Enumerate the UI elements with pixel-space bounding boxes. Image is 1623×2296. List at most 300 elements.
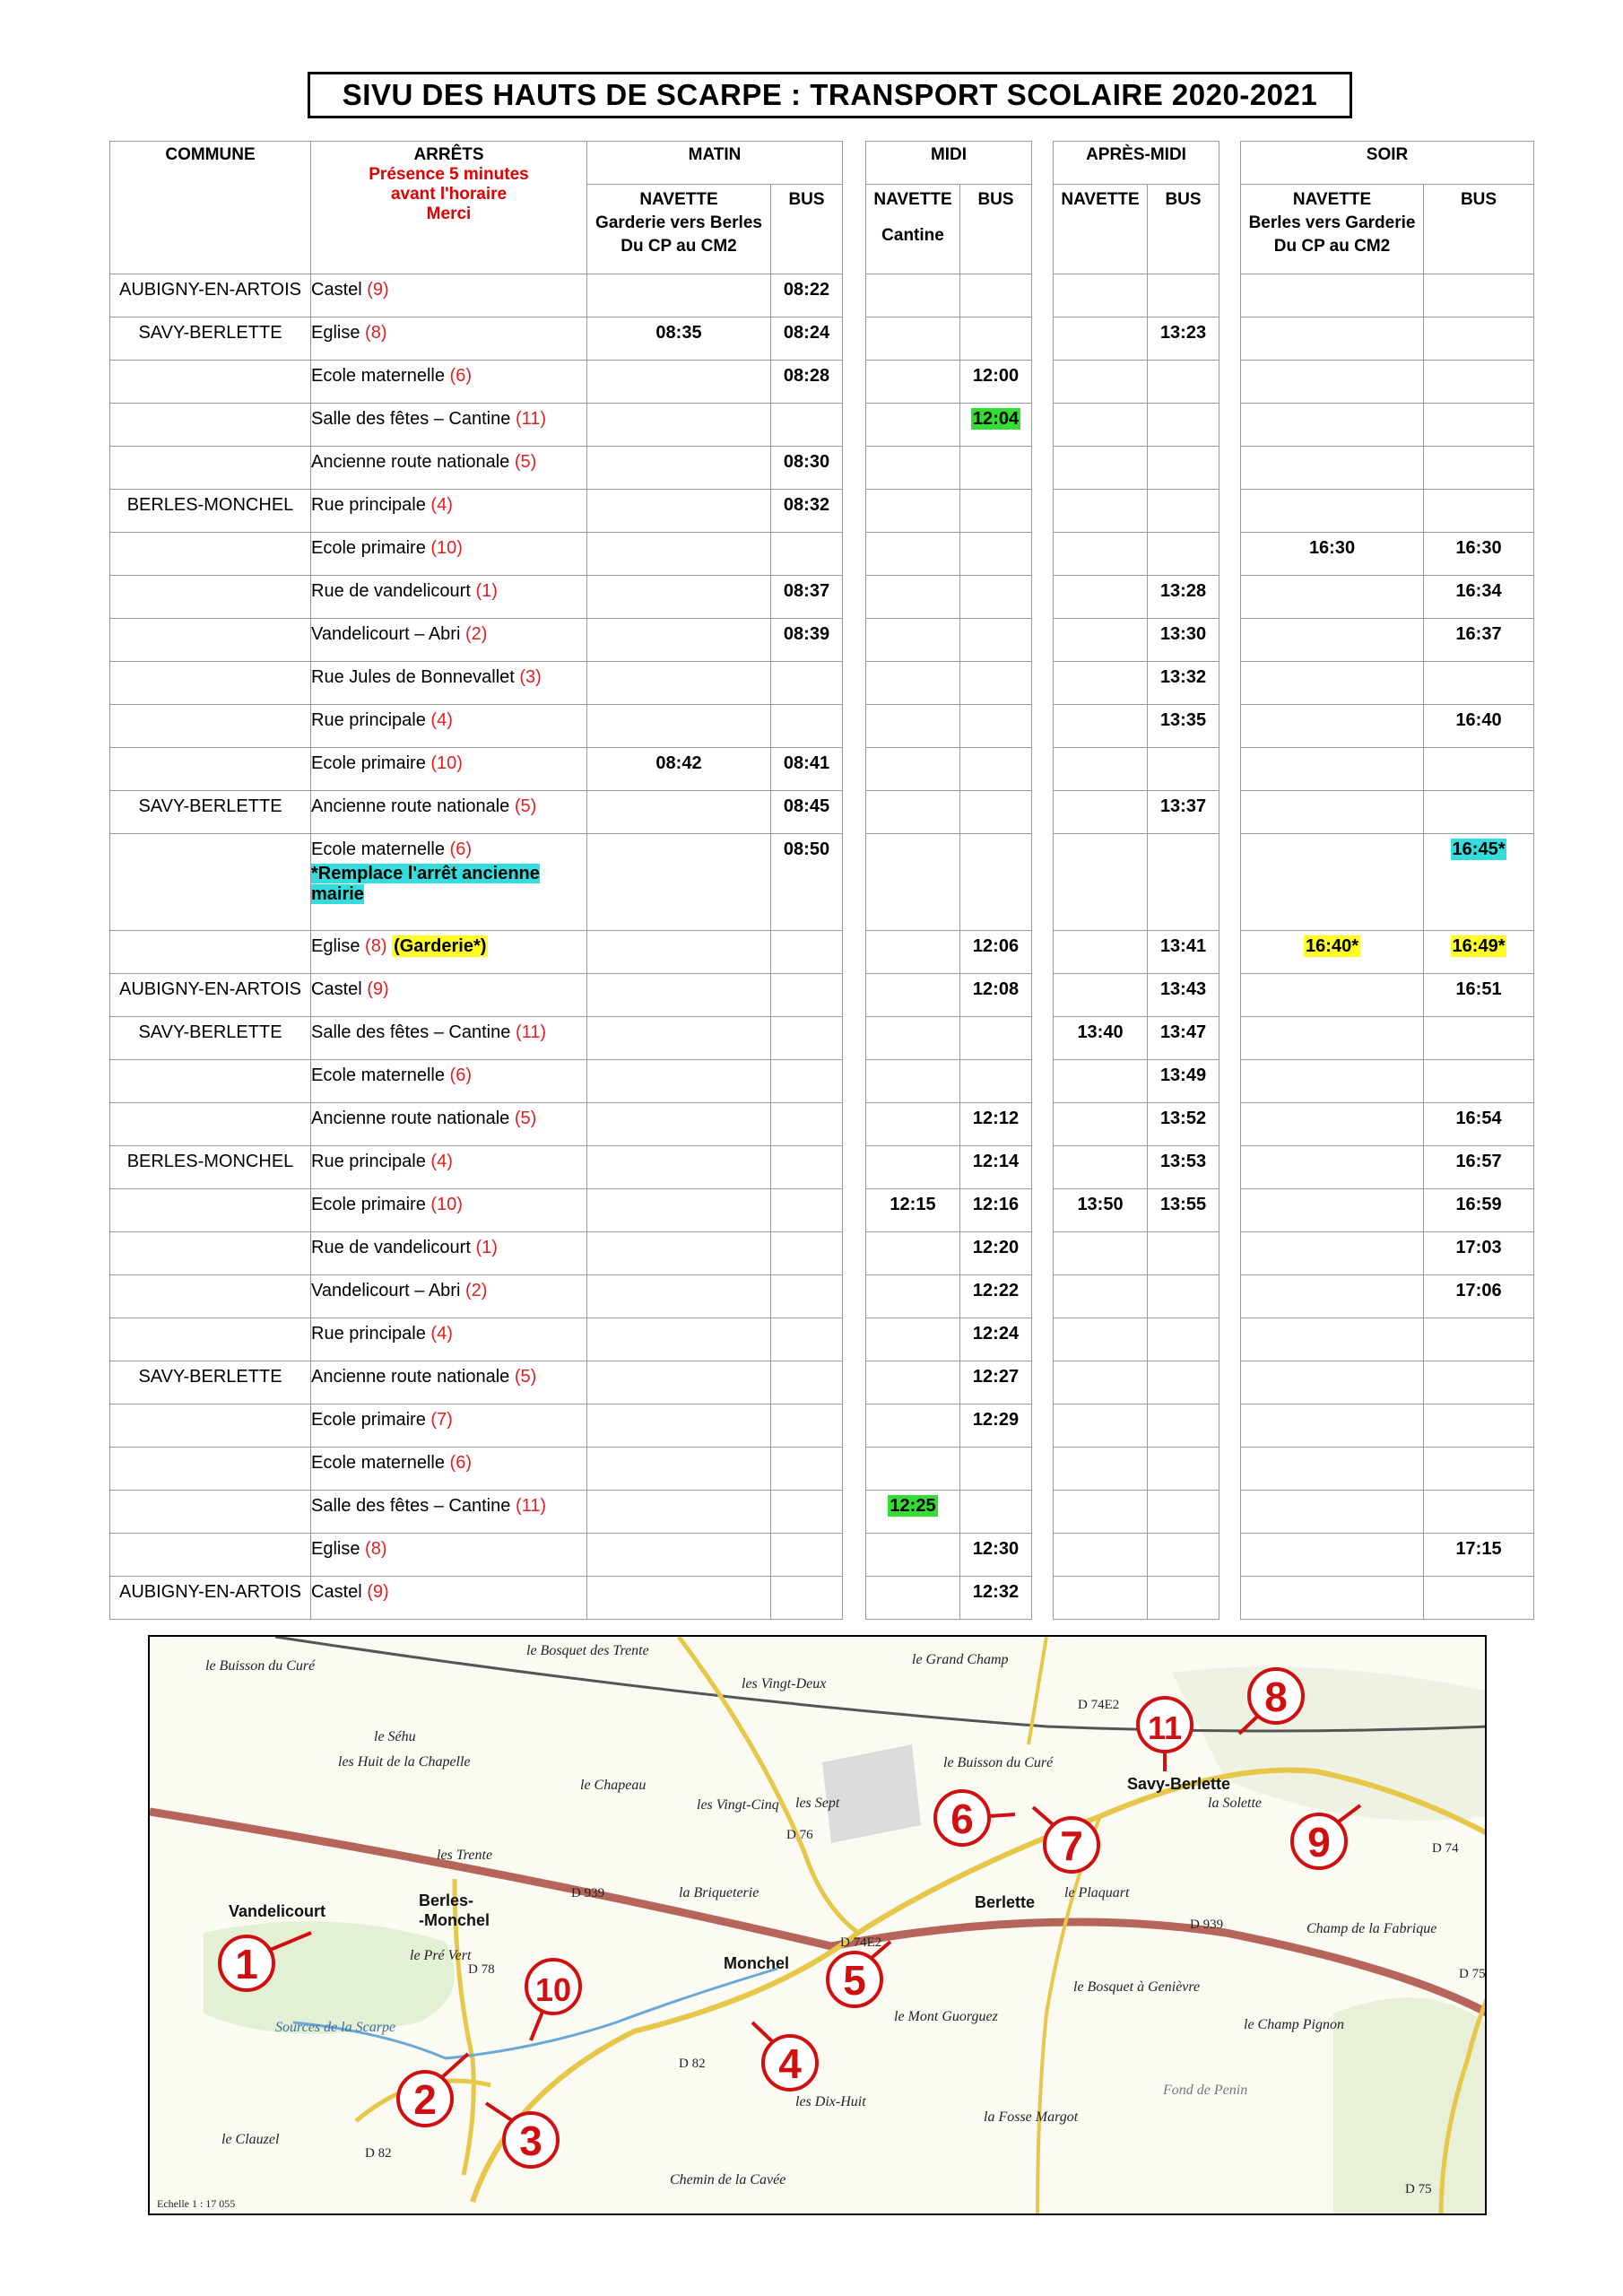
gap-cell [1032, 1491, 1054, 1534]
stop-cell [311, 1232, 587, 1275]
stop-cell [311, 1060, 587, 1103]
time-cell [1148, 1361, 1219, 1405]
time-value: 16:30 [1455, 538, 1502, 558]
stop-map-number: (3) [519, 667, 542, 687]
stop-cell [311, 1103, 587, 1146]
stop-cell [311, 1318, 587, 1361]
time-cell [1054, 705, 1148, 748]
time-cell [771, 791, 843, 834]
table-row [110, 1275, 1534, 1318]
time-cell [1054, 1448, 1148, 1491]
commune-cell [110, 1232, 311, 1275]
time-cell [771, 834, 843, 931]
time-cell [771, 274, 843, 317]
time-cell [771, 974, 843, 1017]
gap-cell [1219, 274, 1241, 317]
stop-cell [311, 834, 587, 931]
table-row [110, 705, 1534, 748]
time-cell [1424, 1232, 1534, 1275]
gap-cell [843, 931, 866, 974]
stop-name: Salle des fêtes – Cantine [311, 409, 511, 429]
stop-name: Eglise [311, 323, 360, 343]
time-value: 12:27 [972, 1367, 1020, 1387]
commune-cell [110, 533, 311, 576]
time-value: 08:35 [655, 323, 702, 343]
time-cell [960, 1491, 1032, 1534]
time-cell [1241, 791, 1424, 834]
time-cell [1424, 1491, 1534, 1534]
time-cell [866, 1491, 960, 1534]
time-cell [1148, 576, 1219, 619]
place-label: les Dix-Huit [795, 2094, 866, 2109]
place-label: le Bosquet à Genièvre [1073, 1979, 1201, 1995]
time-cell [1054, 1534, 1148, 1577]
time-cell [1148, 619, 1219, 662]
commune-cell: SAVY-BERLETTE [110, 1361, 311, 1405]
stop-map-number: (8) [365, 936, 387, 956]
time-cell [960, 576, 1032, 619]
place-label: le Grand Champ [912, 1652, 1009, 1667]
table-row [110, 274, 1534, 317]
gap-cell [1219, 1232, 1241, 1275]
stop-cell [311, 1448, 587, 1491]
time-cell [1148, 834, 1219, 931]
time-cell [1148, 533, 1219, 576]
place-label: les Vingt-Deux [742, 1676, 827, 1692]
gap-cell [1032, 317, 1054, 361]
time-cell [866, 361, 960, 404]
time-cell [960, 317, 1032, 361]
table-row [110, 619, 1534, 662]
gap-cell [1219, 1405, 1241, 1448]
gap-cell [1032, 1577, 1054, 1620]
time-cell [587, 619, 771, 662]
time-value: 16:49* [1452, 936, 1506, 956]
gap-cell [1032, 576, 1054, 619]
stop-map-number: (4) [430, 710, 453, 730]
time-cell [1148, 1189, 1219, 1232]
header-midi-navette: NAVETTE Cantine [866, 185, 960, 274]
stop-map-number: (5) [514, 452, 537, 472]
time-cell [587, 533, 771, 576]
table-row [110, 662, 1534, 705]
stop-map-number: (2) [464, 1281, 488, 1300]
time-cell [1241, 1577, 1424, 1620]
place-label: le Clauzel [221, 2132, 280, 2147]
time-cell [1054, 1232, 1148, 1275]
time-cell [1241, 1491, 1424, 1534]
time-cell [771, 404, 843, 447]
time-cell [866, 576, 960, 619]
place-label: Chemin de la Cavée [670, 2172, 786, 2187]
commune-cell [110, 404, 311, 447]
gap-cell [843, 1232, 866, 1275]
time-cell [1241, 1146, 1424, 1189]
time-value: 08:30 [783, 452, 830, 472]
time-cell [866, 1448, 960, 1491]
commune-cell [110, 1275, 311, 1318]
table-row [110, 490, 1534, 533]
table-row [110, 1491, 1534, 1534]
stop-name: Vandelicourt – Abri [311, 624, 461, 644]
stop-cell [311, 404, 587, 447]
time-cell [1148, 1448, 1219, 1491]
gap-cell [1032, 1017, 1054, 1060]
time-cell [587, 1060, 771, 1103]
time-cell [1241, 1103, 1424, 1146]
road-label: D 76 [786, 1828, 813, 1842]
time-cell [1424, 1060, 1534, 1103]
time-cell [1054, 1318, 1148, 1361]
commune-cell: SAVY-BERLETTE [110, 317, 311, 361]
time-value: 16:30 [1308, 538, 1356, 558]
stop-map-number: (9) [367, 979, 389, 999]
time-cell [1241, 1017, 1424, 1060]
commune-cell [110, 931, 311, 974]
time-cell [1054, 1103, 1148, 1146]
commune-cell [110, 576, 311, 619]
time-cell [960, 834, 1032, 931]
gap-cell [1032, 931, 1054, 974]
time-cell [587, 1275, 771, 1318]
stop-map-number: (6) [449, 1453, 472, 1473]
time-cell [960, 1275, 1032, 1318]
stop-map-number: (1) [475, 1238, 498, 1257]
time-value: 13:55 [1159, 1195, 1207, 1214]
stop-name: Salle des fêtes – Cantine [311, 1496, 511, 1516]
table-row [110, 1060, 1534, 1103]
time-cell [771, 1060, 843, 1103]
stop-cell [311, 662, 587, 705]
gap-cell [843, 1275, 866, 1318]
time-value: 13:23 [1159, 323, 1207, 343]
gap-cell [1219, 834, 1241, 931]
table-row [110, 974, 1534, 1017]
stop-name: Ecole primaire [311, 753, 426, 773]
stop-map-number: (11) [515, 1022, 547, 1042]
time-value: 17:06 [1455, 1281, 1502, 1300]
time-value: 08:42 [655, 753, 702, 773]
time-cell [587, 1017, 771, 1060]
stop-cell [311, 931, 587, 974]
time-value: 12:12 [972, 1109, 1020, 1128]
stop-name: Ancienne route nationale [311, 1109, 510, 1128]
time-cell [587, 748, 771, 791]
time-cell [771, 490, 843, 533]
stop-name: Ecole maternelle [311, 839, 445, 859]
time-cell [960, 791, 1032, 834]
time-cell [1148, 404, 1219, 447]
time-cell [960, 1232, 1032, 1275]
schedule-table [109, 141, 1534, 1620]
time-cell [1241, 490, 1424, 533]
table-row [110, 1448, 1534, 1491]
header-matin-bus: BUS [771, 185, 843, 274]
gap-cell [1219, 576, 1241, 619]
gap-cell [1219, 447, 1241, 490]
table-row [110, 576, 1534, 619]
time-cell [771, 576, 843, 619]
header-apresmidi-bus: BUS [1148, 185, 1219, 274]
stop-name: Rue principale [311, 710, 426, 730]
table-row [110, 317, 1534, 361]
gap-cell [1219, 1534, 1241, 1577]
time-cell [1241, 974, 1424, 1017]
time-cell [1241, 447, 1424, 490]
time-cell [1241, 748, 1424, 791]
time-cell [771, 533, 843, 576]
gap-cell [843, 619, 866, 662]
gap-cell [1219, 1146, 1241, 1189]
time-cell [1241, 1405, 1424, 1448]
gap-cell [1219, 791, 1241, 834]
gap-cell [1032, 974, 1054, 1017]
gap-cell [843, 1060, 866, 1103]
gap-cell [1219, 361, 1241, 404]
time-cell [866, 619, 960, 662]
time-value: 13:53 [1159, 1152, 1207, 1171]
table-row [110, 791, 1534, 834]
place-label: le Buisson du Curé [205, 1658, 316, 1674]
time-cell [1424, 274, 1534, 317]
gap-cell [843, 142, 866, 274]
svg-text:7: 7 [1060, 1822, 1083, 1869]
stop-map-number: (8) [365, 323, 387, 343]
gap-cell [1219, 404, 1241, 447]
stop-map-number: (8) [365, 1539, 387, 1559]
road-label: D 75 [1459, 1967, 1486, 1981]
time-cell [1241, 1534, 1424, 1577]
time-cell [960, 447, 1032, 490]
time-cell [771, 705, 843, 748]
header-matin: MATIN [587, 142, 843, 185]
gap-cell [843, 1534, 866, 1577]
gap-cell [1219, 1060, 1241, 1103]
time-cell [771, 1189, 843, 1232]
table-row [110, 404, 1534, 447]
time-value: 12:22 [972, 1281, 1020, 1300]
time-cell [1424, 447, 1534, 490]
gap-cell [843, 834, 866, 931]
commune-cell [110, 1405, 311, 1448]
time-cell [1148, 974, 1219, 1017]
time-value: 13:47 [1159, 1022, 1207, 1042]
table-row [110, 748, 1534, 791]
time-cell [866, 1232, 960, 1275]
table-row [110, 1577, 1534, 1620]
arrets-note-1: Présence 5 minutes [369, 165, 529, 184]
gap-cell [1032, 662, 1054, 705]
gap-cell [1219, 748, 1241, 791]
time-cell [771, 748, 843, 791]
stop-cell [311, 1189, 587, 1232]
stop-name: Rue de vandelicourt [311, 581, 471, 601]
time-cell [1054, 361, 1148, 404]
gap-cell [1219, 662, 1241, 705]
gap-cell [1219, 1189, 1241, 1232]
time-cell [771, 1318, 843, 1361]
time-cell [1148, 1060, 1219, 1103]
time-cell [866, 1534, 960, 1577]
commune-cell: AUBIGNY-EN-ARTOIS [110, 1577, 311, 1620]
time-value: 16:40* [1306, 936, 1358, 956]
time-cell [1424, 1448, 1534, 1491]
stop-cell [311, 576, 587, 619]
stop-name: Castel [311, 979, 362, 999]
time-cell [960, 1103, 1032, 1146]
time-cell [771, 1103, 843, 1146]
page-title: SIVU DES HAUTS DE SCARPE : TRANSPORT SCOLAIRE 2020-2021 [308, 72, 1352, 118]
time-cell [771, 361, 843, 404]
garderie-note: (Garderie*) [394, 936, 487, 956]
time-cell [771, 1017, 843, 1060]
map-scale: Echelle 1 : 17 055 [157, 2197, 236, 2210]
stop-map-number: (6) [449, 1065, 472, 1085]
stop-name: Ancienne route nationale [311, 1367, 510, 1387]
town-label: Berlette [975, 1893, 1036, 1911]
time-cell [866, 1361, 960, 1405]
place-label: le Mont Guorguez [894, 2009, 998, 2024]
gap-cell [1032, 1275, 1054, 1318]
time-value: 08:39 [783, 624, 830, 644]
time-cell [587, 1491, 771, 1534]
gap-cell [1219, 974, 1241, 1017]
table-row [110, 533, 1534, 576]
commune-cell: AUBIGNY-EN-ARTOIS [110, 974, 311, 1017]
time-cell [1148, 274, 1219, 317]
gap-cell [843, 1189, 866, 1232]
time-cell [866, 317, 960, 361]
time-cell [866, 490, 960, 533]
time-value: 12:14 [972, 1152, 1020, 1171]
time-cell [1424, 576, 1534, 619]
gap-cell [1032, 490, 1054, 533]
road-label: D 939 [571, 1886, 605, 1900]
time-cell [1054, 791, 1148, 834]
stop-cell [311, 447, 587, 490]
time-value: 13:32 [1159, 667, 1207, 687]
gap-cell [843, 748, 866, 791]
time-cell [960, 1017, 1032, 1060]
stop-name: Eglise [311, 936, 360, 956]
time-cell [1148, 931, 1219, 974]
header-commune: COMMUNE [110, 142, 311, 274]
time-cell [1148, 317, 1219, 361]
time-cell [960, 619, 1032, 662]
time-cell [1054, 748, 1148, 791]
time-cell [1241, 1361, 1424, 1405]
time-cell [1424, 1103, 1534, 1146]
time-cell [960, 490, 1032, 533]
time-cell [771, 662, 843, 705]
time-cell [866, 705, 960, 748]
time-cell [1424, 490, 1534, 533]
road-label: D 74E2 [840, 1935, 882, 1950]
time-value: 08:22 [783, 280, 830, 300]
stop-cell [311, 974, 587, 1017]
town-label: Savy-Berlette [1127, 1775, 1231, 1793]
gap-cell [1219, 317, 1241, 361]
stop-name: Ancienne route nationale [311, 452, 510, 472]
table-row [110, 1318, 1534, 1361]
time-cell [587, 1146, 771, 1189]
time-cell [1054, 1060, 1148, 1103]
stop-name: Ecole maternelle [311, 1453, 445, 1473]
town-label: Vandelicourt [229, 1902, 326, 1920]
time-cell [587, 1577, 771, 1620]
stop-map-number: (1) [475, 581, 498, 601]
time-value: 13:30 [1159, 624, 1207, 644]
time-value: 08:50 [783, 839, 830, 859]
time-value: 16:45* [1452, 839, 1506, 859]
time-value: 08:45 [783, 796, 830, 816]
gap-cell [1219, 1491, 1241, 1534]
commune-cell: SAVY-BERLETTE [110, 791, 311, 834]
time-cell [1424, 931, 1534, 974]
time-value: 12:06 [972, 936, 1020, 956]
stop-name: Salle des fêtes – Cantine [311, 1022, 511, 1042]
gap-cell [1032, 404, 1054, 447]
time-value: 13:35 [1159, 710, 1207, 730]
time-cell [1054, 447, 1148, 490]
time-cell [1054, 834, 1148, 931]
time-cell [960, 748, 1032, 791]
time-cell [1424, 1577, 1534, 1620]
time-cell [771, 1534, 843, 1577]
time-cell [1148, 490, 1219, 533]
time-cell [587, 361, 771, 404]
commune-cell [110, 1534, 311, 1577]
gap-cell [1219, 490, 1241, 533]
gap-cell [1032, 1146, 1054, 1189]
time-value: 12:24 [972, 1324, 1020, 1344]
stop-cell [311, 1017, 587, 1060]
time-cell [1241, 662, 1424, 705]
time-value: 12:04 [972, 409, 1020, 429]
stop-cell [311, 748, 587, 791]
stop-cell [311, 317, 587, 361]
gap-cell [1032, 1318, 1054, 1361]
gap-cell [843, 1448, 866, 1491]
gap-cell [843, 533, 866, 576]
gap-cell [1219, 142, 1241, 274]
time-value: 13:28 [1159, 581, 1207, 601]
gap-cell [1032, 1232, 1054, 1275]
time-cell [771, 1275, 843, 1318]
svg-text:10: 10 [534, 1971, 572, 2008]
stop-map-number: (4) [430, 495, 453, 515]
place-label: la Fosse Margot [984, 2109, 1079, 2125]
time-cell [866, 748, 960, 791]
time-cell [960, 1060, 1032, 1103]
time-cell [587, 705, 771, 748]
time-cell [1148, 1534, 1219, 1577]
stop-cell [311, 1146, 587, 1189]
arrets-note-3: Merci [426, 204, 472, 223]
road-label: D 939 [1190, 1918, 1224, 1932]
header-soir: SOIR [1241, 142, 1534, 185]
time-cell [771, 931, 843, 974]
time-value: 13:40 [1077, 1022, 1124, 1042]
stop-cell [311, 619, 587, 662]
time-cell [866, 1577, 960, 1620]
time-cell [1148, 662, 1219, 705]
time-cell [866, 274, 960, 317]
gap-cell [1032, 834, 1054, 931]
stop-note: *Remplace l'arrêt ancienne mairie [311, 864, 540, 904]
time-cell [1148, 1577, 1219, 1620]
time-value: 08:24 [783, 323, 830, 343]
